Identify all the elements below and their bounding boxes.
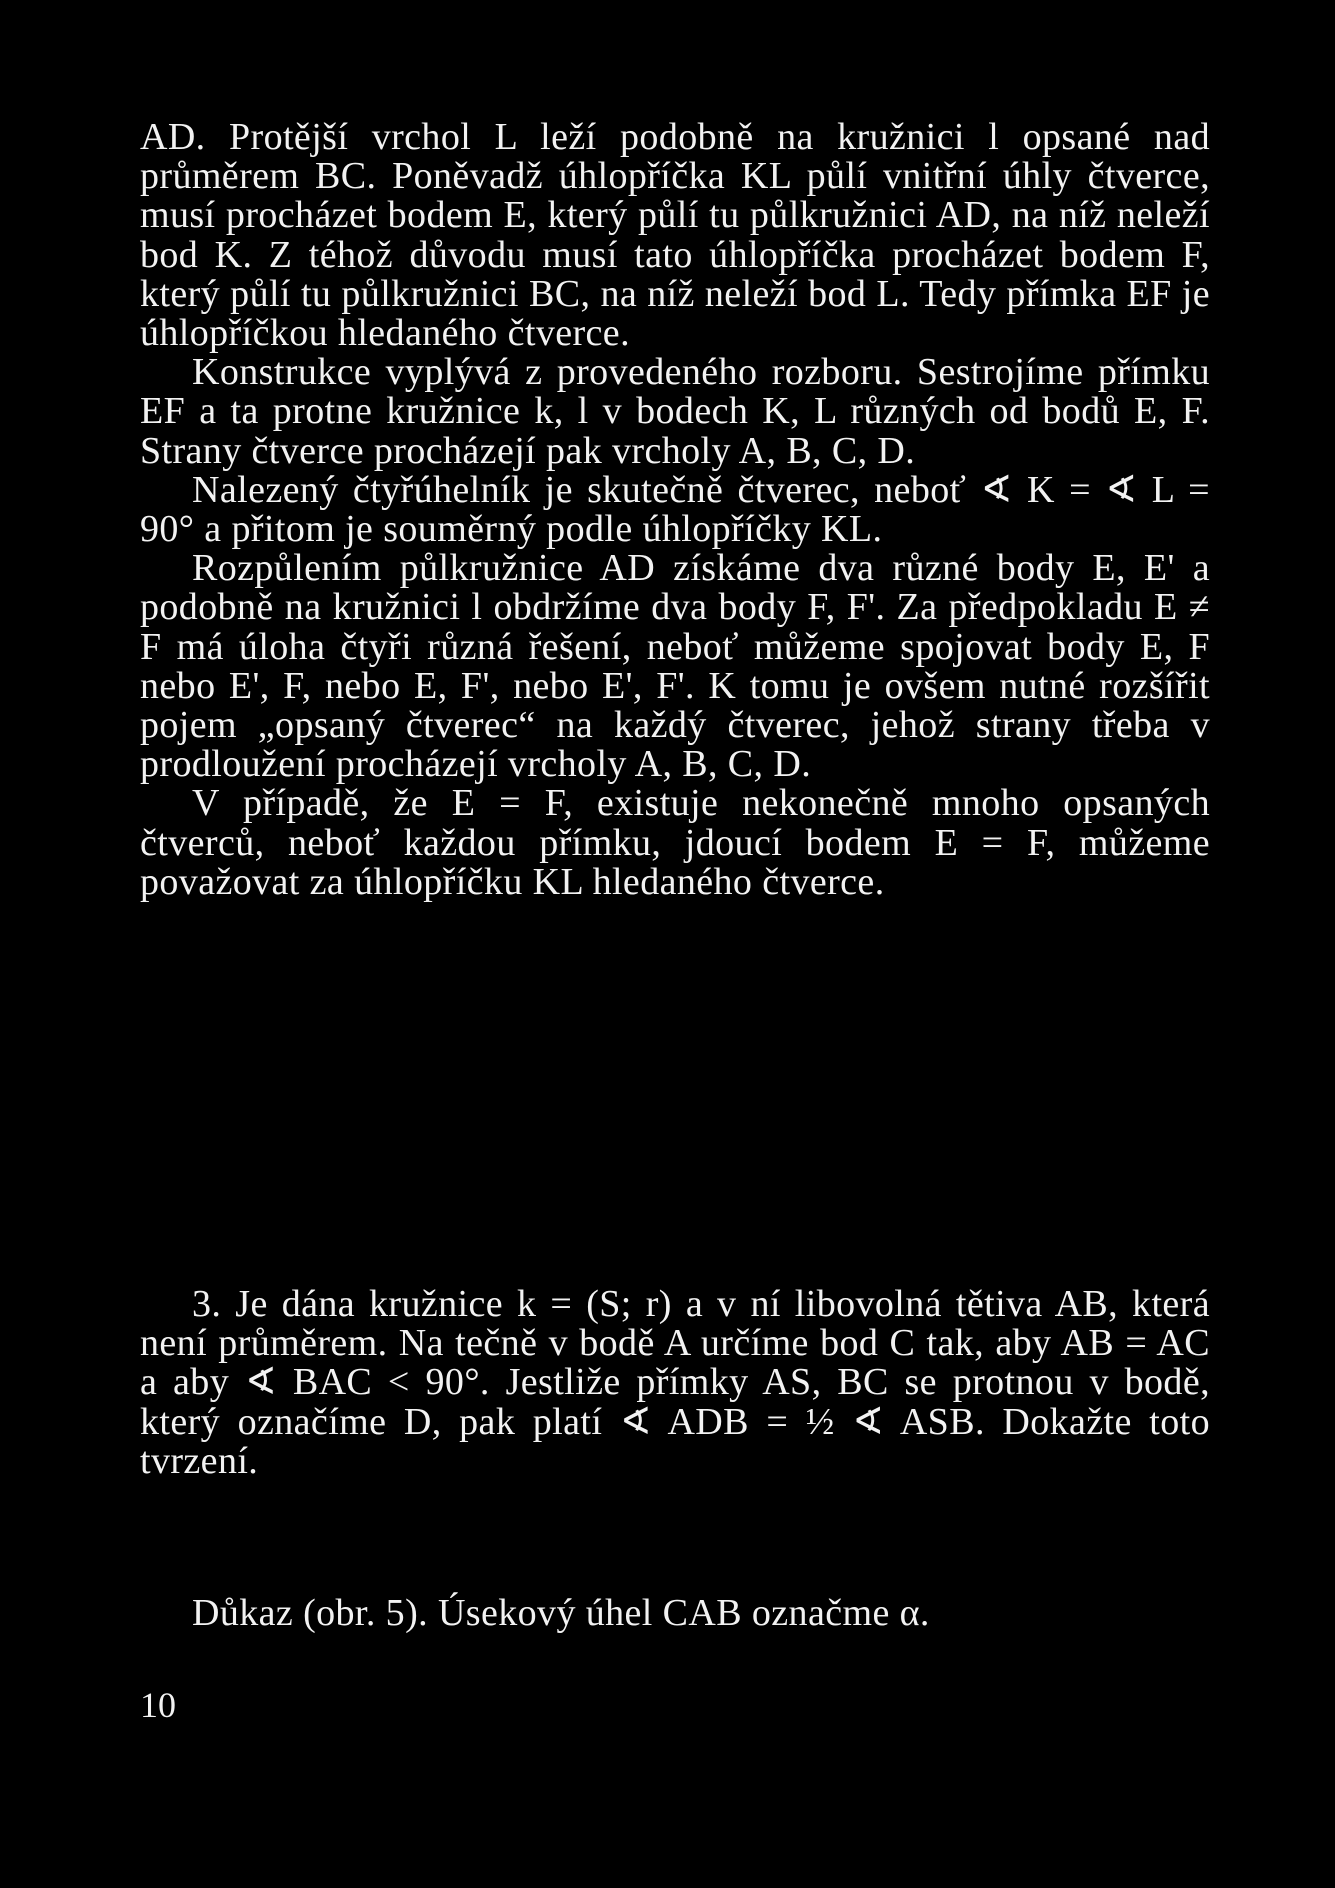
paragraph-verification: Nalezený čtyřúhelník je skutečně čtverec, neboť ∢ K = ∢ L = 90° a přitom je souměrný podle úhlopříčky KL. (140, 468, 1210, 551)
problem-block (140, 1285, 1210, 1481)
proof-block (140, 1594, 1210, 1633)
paragraph-special-case: V případě, že E = F, existuje nekonečně mnoho opsaných čtverců, neboť každou přímku, jdoucí bodem E = F, můžeme považovat za úhlopříčku KL hledaného čtverce. (140, 782, 1210, 903)
page-number: 10 (140, 1685, 176, 1725)
problem-statement: 3. Je dána kružnice k = (S; r) a v ní libovolná tětiva AB, která není průměrem. Na tečně v bodě A určíme bod C tak, aby AB = AC a aby ∢ BAC < 90°. Jestliže přímky AS, BC se protnou v bodě, který označíme D, pak platí ∢ ADB = ½ ∢ ASB. Dokažte toto tvrzení. (140, 1283, 1210, 1482)
main-text (140, 118, 1210, 902)
proof-start: Důkaz (obr. 5). Úsekový úhel CAB označme α. (192, 1592, 930, 1634)
paragraph-solutions: Rozpůlením půlkružnice AD získáme dva různé body E, E' a podobně na kružnici l obdržíme dva body F, F'. Za předpokladu E ≠ F má úloha čtyři různá řešení, neboť můžeme spojovat body E, F nebo E', F, nebo E, F', nebo E', F'. K tomu je ovšem nutné rozšířit pojem „opsaný čtverec“ na každý čtverec, jehož strany třeba v prodloužení procházejí vrcholy A, B, C, D. (140, 547, 1210, 786)
paragraph-construction: Konstrukce vyplývá z provedeného rozboru. Sestrojíme přímku EF a ta protne kružnice k, l v bodech K, L různých od bodů E, F. Strany čtverce procházejí pak vrcholy A, B, C, D. (140, 351, 1210, 472)
paragraph-continuation: AD. Protější vrchol L leží podobně na kružnici l opsané nad průměrem BC. Poněvadž úhlopříčka KL půlí vnitřní úhly čtverce, musí procházet bodem E, který půlí tu půlkružnici AD, na níž neleží bod K. Z téhož důvodu musí tato úhlopříčka procházet bodem F, který půlí tu půlkružnici BC, na níž neleží bod L. Tedy přímka EF je úhlopříčkou hledaného čtverce. (140, 116, 1210, 355)
